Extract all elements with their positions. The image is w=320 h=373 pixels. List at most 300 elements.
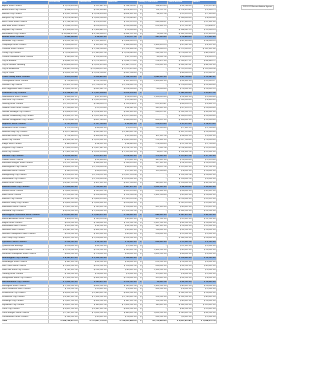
table-cell: 226,471.00 <box>142 60 167 64</box>
table-cell: $ 304,796,813.19 <box>48 319 78 323</box>
table-cell: $ 30,011.00 <box>78 316 107 320</box>
table-cell: $ 1,300,011.00 <box>78 52 107 56</box>
table-cell: $ 1,654,672.74 <box>192 319 216 323</box>
table-cell: Greater Bendigo City Council <box>2 111 48 115</box>
table-cell: $ 50,101.00 <box>167 276 192 280</box>
table-cell: $ 591,061.25 <box>78 130 107 134</box>
table-cell: $ 830,111.00 <box>48 217 78 221</box>
table-cell: $ 878,355.14 <box>107 8 137 12</box>
table-cell: Loddon Shire Council <box>2 158 48 162</box>
table-cell: $ 330,142.01 <box>167 64 192 68</box>
table-cell: $ 10,011.00 <box>192 201 216 205</box>
table-cell: $ 170,001.00 <box>78 253 107 257</box>
table-cell: $ <box>137 190 142 194</box>
table-cell: $ 60,001.00 <box>107 253 137 257</box>
table-cell: $ 414,004.00 <box>107 87 137 91</box>
table-cell: $ 253,394.88 <box>78 8 107 12</box>
table-cell: $ 170,010.00 <box>167 83 192 87</box>
table-cell: $ 5,001.00 <box>107 272 137 276</box>
table-cell: Golden Plains Shire Council <box>2 107 48 111</box>
table-cell: $ 2,000.00 <box>192 95 216 99</box>
table-cell: Alpine Shire Council <box>2 4 48 8</box>
table-cell: $ <box>137 319 142 323</box>
table-cell: $ 80,011.00 <box>107 268 137 272</box>
table-cell: 950,101.00 <box>142 316 167 320</box>
table-cell: 40,021.00 <box>142 166 167 170</box>
table-cell: $ 40,011.00 <box>107 233 137 237</box>
table-cell: $ <box>137 284 142 288</box>
table-cell: $ 2,001.00 <box>192 245 216 249</box>
table-cell: $ 11,001.00 <box>192 225 216 229</box>
table-cell: $ <box>137 56 142 60</box>
table-cell: $ 325,011.00 <box>78 44 107 48</box>
col-header: Residential <box>48 1 78 4</box>
table-cell: Towong Shire Council <box>2 272 48 276</box>
table-cell: $ 6,001.00 <box>167 272 192 276</box>
table-cell: $ 58,531.00 <box>78 142 107 146</box>
table-cell: $ 152,331.06 <box>192 48 216 52</box>
table-cell: $ 9,020.00 <box>107 127 137 131</box>
table-cell: $ 2,302,710.11 <box>107 64 137 68</box>
table-cell: $ 2,275,330.12 <box>78 60 107 64</box>
table-cell: $ <box>137 272 142 276</box>
table-cell: $ 80,011.00 <box>167 284 192 288</box>
table-cell: $ 20,001.00 <box>78 272 107 276</box>
col-header: Vacant <box>192 1 216 4</box>
table-cell: $ 1,600,100.00 <box>48 190 78 194</box>
table-cell: 1,042,021.00 <box>142 75 167 79</box>
table-cell: $ 60,011.00 <box>107 217 137 221</box>
table-cell: $ 15,001.00 <box>192 300 216 304</box>
table-cell: $ 3,441,000.00 <box>107 138 137 142</box>
table-cell: 501,302.00 <box>142 205 167 209</box>
table-cell: $ 15,110.00 <box>78 107 107 111</box>
table-cell: - <box>142 178 167 182</box>
table-cell: $ 2,300,011.00 <box>107 130 137 134</box>
table-cell: $ 15,034.10 <box>167 56 192 60</box>
table-cell: $ 301,011.00 <box>167 213 192 217</box>
table-cell: $ 1,000,101.00 <box>78 312 107 316</box>
table-cell: $ 10,001.00 <box>192 221 216 225</box>
table-cell: 158,819.30 <box>142 4 167 8</box>
table-cell: $ 420,001.00 <box>107 201 137 205</box>
table-cell: 151,111.52 <box>142 8 167 12</box>
table-cell: $ <box>137 229 142 233</box>
table-cell: $ <box>137 280 142 284</box>
table-cell: $ <box>137 130 142 134</box>
table-cell: $ 113,011.00 <box>167 154 192 158</box>
table-cell: $ 24,000.10 <box>192 40 216 44</box>
table-cell: Greater Dandenong City Council <box>2 115 48 119</box>
table-cell: $ 30,117.00 <box>107 36 137 40</box>
table-cell: $ 729,835.10 <box>48 79 78 83</box>
table-cell: $ 213,044.62 <box>107 16 137 20</box>
table-cell: $ 90,101.00 <box>78 225 107 229</box>
table-cell: $ 6,100,141.00 <box>48 138 78 142</box>
table-cell: Glenelg Shire Council <box>2 103 48 107</box>
table-cell: $ 150,101.00 <box>167 296 192 300</box>
table-cell: 610,011.00 <box>142 276 167 280</box>
table-cell: $ 8,001.00 <box>167 170 192 174</box>
table-cell: 650,001.00 <box>142 241 167 245</box>
table-cell: $ 501,100.00 <box>107 182 137 186</box>
table-cell: $ 8,011.00 <box>167 316 192 320</box>
table-cell: $ <box>137 201 142 205</box>
table-cell: $ 1,449,210.30 <box>48 24 78 28</box>
table-cell: $ 20,011.00 <box>78 288 107 292</box>
table-cell: $ 301,011.00 <box>107 300 137 304</box>
table-cell: $ 1,600,030.21 <box>48 44 78 48</box>
table-cell: $ 1,413,210.00 <box>78 150 107 154</box>
table-cell: Wyndham City Council <box>2 304 48 308</box>
table-cell: $ 50,001.00 <box>167 190 192 194</box>
reconciliation-note: 2011-12 Reconciliation figures <box>243 6 273 8</box>
table-cell: $ <box>137 142 142 146</box>
table-cell: $ 509,011.00 <box>48 56 78 60</box>
table-cell: $ 4,749,538.22 <box>78 32 107 36</box>
table-cell: $ 250,101.00 <box>78 268 107 272</box>
table-cell: $ 220,101.00 <box>78 249 107 253</box>
table-cell: $ 40,011.00 <box>167 249 192 253</box>
table-cell: Latrobe City Council <box>2 154 48 158</box>
table-cell: Macedon Ranges Shire Council <box>2 162 48 166</box>
table-cell: $ 40,101.00 <box>192 312 216 316</box>
table-cell: $ 700,001.00 <box>107 213 137 217</box>
table-cell: $ 200,011.00 <box>167 312 192 316</box>
table-cell: 1,300,101.00 <box>142 284 167 288</box>
table-cell: $ 12,400.00 <box>167 36 192 40</box>
table-cell: $ 500,101.00 <box>78 300 107 304</box>
table-cell: $ 40,101.00 <box>107 225 137 229</box>
table-cell: $ 20,001.00 <box>192 186 216 190</box>
table-cell: $ 5,800,100.00 <box>48 201 78 205</box>
table-cell: $ 300,101.00 <box>78 229 107 233</box>
table-cell: $ 10,031.00 <box>192 174 216 178</box>
table-cell: - <box>142 256 167 260</box>
total-row <box>2 319 216 323</box>
table-cell: $ <box>137 107 142 111</box>
table-cell: 430,012.01 <box>142 111 167 115</box>
table-cell: $ 33,001.00 <box>192 111 216 115</box>
table-cell: $ 130,110.00 <box>78 217 107 221</box>
table-cell: $ <box>137 64 142 68</box>
table-cell: $ 3,501,011.00 <box>48 229 78 233</box>
table-cell: $ 15,010.00 <box>192 162 216 166</box>
table-cell: $ <box>137 75 142 79</box>
table-cell: - <box>142 91 167 95</box>
table-cell: $ 900,011.00 <box>78 304 107 308</box>
table-cell: $ <box>137 162 142 166</box>
table-cell: - <box>142 237 167 241</box>
table-cell: $ 1,786,282.10 <box>48 20 78 24</box>
table-cell: $ 10,001.00 <box>192 229 216 233</box>
table-cell: $ 120,001.00 <box>167 182 192 186</box>
table-cell: $ 8,321.00 <box>192 44 216 48</box>
table-cell: $ <box>137 40 142 44</box>
table-cell: $ 25,000.00 <box>192 115 216 119</box>
table-cell: $ 7,500,214.00 <box>48 146 78 150</box>
table-cell: $ 5,406,013.01 <box>48 111 78 115</box>
table-cell: $ 9,800.11 <box>192 24 216 28</box>
table-cell: 30,001.00 <box>142 280 167 284</box>
table-cell: $ 145,300.00 <box>167 91 192 95</box>
table-cell: Whittlesea City Council <box>2 296 48 300</box>
table-cell: $ 1,114,996.00 <box>107 48 137 52</box>
table-cell: $ 207,100.00 <box>167 138 192 142</box>
table-cell: $ <box>137 217 142 221</box>
table-cell: $ 385,001.00 <box>78 162 107 166</box>
table-cell: $ <box>137 249 142 253</box>
table-cell: $ 101,223.00 <box>167 130 192 134</box>
table-cell: City of Yarra <box>2 71 48 75</box>
table-cell: $ 70,000.00 <box>192 138 216 142</box>
table-cell: - <box>142 245 167 249</box>
table-cell: $ 60,101.00 <box>78 260 107 264</box>
table-cell: $ 1,805,102.31 <box>48 87 78 91</box>
table-cell: $ 145,010.00 <box>107 162 137 166</box>
table-cell: Murrindindi Shire Council <box>2 225 48 229</box>
table-cell: Bass Coast Shire Council <box>2 20 48 24</box>
table-cell: $ 209,453.00 <box>78 75 107 79</box>
table-cell: 15,001.00 <box>142 32 167 36</box>
table-cell: $ 47,041.00 <box>167 44 192 48</box>
table-cell: $ 1,010.00 <box>192 158 216 162</box>
table-cell: $ 1,201,010.00 <box>78 99 107 103</box>
table-cell: $ 3,100,101.00 <box>78 256 107 260</box>
table-cell: $ 111,947.53 <box>78 4 107 8</box>
table-cell: Corangamite Shire Council <box>2 79 48 83</box>
table-cell: - <box>142 115 167 119</box>
table-cell: $ 163,103.00 <box>167 32 192 36</box>
table-cell: $ 11,001,001.00 <box>48 213 78 217</box>
table-cell: $ 41,700.00 <box>167 75 192 79</box>
table-cell: Port Phillip City Council <box>2 237 48 241</box>
table-cell: $ 5,221,011.00 <box>48 178 78 182</box>
table-cell: Mildura Rural City Council <box>2 186 48 190</box>
table-cell: $ 224,113.10 <box>107 20 137 24</box>
table-cell: $ 130,001.00 <box>78 221 107 225</box>
table-cell: Horsham Rural City Council <box>2 134 48 138</box>
table-cell: $ 4,901,101.00 <box>48 308 78 312</box>
table-cell: $ 110,001.00 <box>167 256 192 260</box>
table-cell: $ 112,000.00 <box>192 67 216 71</box>
table-cell: $ 2,904,003.14 <box>107 40 137 44</box>
table-cell: - <box>142 292 167 296</box>
table-cell: 2,501,101.00 <box>142 221 167 225</box>
table-cell: Darebin City Council <box>2 83 48 87</box>
table-cell: $ 140,101.00 <box>167 292 192 296</box>
table-cell: $ 3,551,109.00 <box>48 12 78 16</box>
table-cell: $ <box>137 245 142 249</box>
table-cell: $ 22,460,012.00 <box>78 67 107 71</box>
table-cell: $ 18,013.00 <box>192 123 216 127</box>
table-cell: $ 59,301.00 <box>167 79 192 83</box>
table-cell: $ 1,500,101.00 <box>48 280 78 284</box>
table-cell: $ 1,212,613.00 <box>107 67 137 71</box>
table-cell: $ 40,011.00 <box>192 264 216 268</box>
table-cell: 41,715,850.00 <box>142 319 167 323</box>
table-cell: $ <box>137 24 142 28</box>
table-cell: 300,011.00 <box>142 304 167 308</box>
table-cell: $ 10,001.00 <box>192 292 216 296</box>
table-cell: West Wimmera Shire Council <box>2 288 48 292</box>
table-cell: $ <box>137 225 142 229</box>
table-cell: $ 3,500.73 <box>192 8 216 12</box>
table-cell: $ 1,100,101.00 <box>48 276 78 280</box>
table-cell: $ 1,130,111.00 <box>78 174 107 178</box>
table-cell: $ 2,014,618.00 <box>78 12 107 16</box>
table-cell: $ 19,301.00 <box>167 95 192 99</box>
table-cell: $ 2,500,101.00 <box>48 264 78 268</box>
table-cell: $ 3,211,100.00 <box>48 162 78 166</box>
sheet-body <box>2 1 216 323</box>
table-cell: $ 120,001.00 <box>107 205 137 209</box>
table-cell: $ 11,420.16 <box>192 32 216 36</box>
table-cell: $ 56,001.00 <box>167 134 192 138</box>
table-cell: $ <box>137 182 142 186</box>
table-cell: $ 24,520.00 <box>167 162 192 166</box>
table-cell: 1,100,101.00 <box>142 268 167 272</box>
table-cell: $ 800,160.11 <box>48 142 78 146</box>
table-cell: City of Ballarat <box>2 60 48 64</box>
table-cell: $ 1,001.00 <box>192 316 216 320</box>
table-cell: 30,017.00 <box>142 150 167 154</box>
table-cell: $ 1,700,011.00 <box>107 296 137 300</box>
table-cell: $ 5,109,002.18 <box>48 28 78 32</box>
table-cell: $ 3,218,707.00 <box>107 146 137 150</box>
table-cell: $ <box>137 71 142 75</box>
table-cell: $ 4,883,221.30 <box>48 60 78 64</box>
table-cell: $ 113,011.00 <box>167 166 192 170</box>
table-cell: $ 1,115,003.00 <box>78 178 107 182</box>
table-cell: East Gippsland Shire Council <box>2 87 48 91</box>
table-cell: $ 66,460.72 <box>192 60 216 64</box>
table-cell: $ 23,011.00 <box>167 217 192 221</box>
table-cell: 450,001.00 <box>142 264 167 268</box>
table-cell: $ 176,819.44 <box>167 8 192 12</box>
table-cell: $ 214,403.00 <box>167 146 192 150</box>
table-cell: $ 815,115.00 <box>48 75 78 79</box>
table-cell: $ 1,401,101.00 <box>48 300 78 304</box>
table-cell: - <box>142 197 167 201</box>
table-cell: $ <box>137 95 142 99</box>
table-cell: $ 15,002.10 <box>192 87 216 91</box>
table-cell: 493,008.31 <box>142 20 167 24</box>
table-cell: $ 1,110,742.11 <box>48 103 78 107</box>
table-cell: $ 8,301,011.00 <box>48 256 78 260</box>
table-cell: $ 10,011.00 <box>192 308 216 312</box>
table-cell: $ <box>137 87 142 91</box>
table-cell: $ 215,103.00 <box>78 79 107 83</box>
table-cell: $ 11,003.17 <box>192 79 216 83</box>
table-cell: $ 400,101.00 <box>78 284 107 288</box>
table-cell: $ 707,012.10 <box>48 123 78 127</box>
table-cell: $ 10,903,003.24 <box>48 64 78 68</box>
table-cell: Nillumbik Shire Council <box>2 229 48 233</box>
table-cell: $ <box>137 60 142 64</box>
table-cell: $ 10,001.00 <box>107 316 137 320</box>
table-cell: $ 480,000.00 <box>107 119 137 123</box>
table-cell: $ 1,136,294.00 <box>78 48 107 52</box>
table-cell: $ 50,101.00 <box>167 229 192 233</box>
table-cell: South Gippsland Shire Council <box>2 249 48 253</box>
table-cell: $ 5,001.00 <box>192 178 216 182</box>
table-cell: $ 1,921,401.00 <box>78 115 107 119</box>
table-cell: $ 60,011.00 <box>192 296 216 300</box>
table-cell: $ <box>137 288 142 292</box>
table-cell: $ 962,108.00 <box>107 71 137 75</box>
table-cell: $ 51,110.00 <box>107 56 137 60</box>
table-cell: $ <box>137 213 142 217</box>
table-cell: $ 53,011.00 <box>167 193 192 197</box>
table-cell: $ 30,001.00 <box>107 260 137 264</box>
table-cell: $ 20,300.00 <box>192 83 216 87</box>
table-cell: $ 86,200.11 <box>192 52 216 56</box>
table-cell: Mornington Peninsula Shire Council <box>2 213 48 217</box>
table-cell: $ 6,398,417.14 <box>48 91 78 95</box>
table-cell: $ 15,000.00 <box>107 28 137 32</box>
table-cell: $ <box>137 123 142 127</box>
table-cell: Wodonga City Council <box>2 300 48 304</box>
table-cell: Pyrenees Shire Council <box>2 241 48 245</box>
table-cell: $ 110,101.00 <box>48 288 78 292</box>
table-cell: $ 75,001.00 <box>167 87 192 91</box>
table-cell: Queenscliffe Borough <box>2 245 48 249</box>
table-cell: $ 91,000.00 <box>107 134 137 138</box>
table-cell: $ 500,011.00 <box>78 280 107 284</box>
table-cell: 1,100,003.00 <box>142 95 167 99</box>
table-cell: $ 130,011.00 <box>107 249 137 253</box>
table-cell: $ <box>137 115 142 119</box>
table-cell: $ 101,001.00 <box>78 233 107 237</box>
table-cell: 68,521.00 <box>142 12 167 16</box>
table-cell: $ 160,101.00 <box>167 304 192 308</box>
table-cell: $ 12,000.14 <box>192 28 216 32</box>
table-cell: $ 20,311.00 <box>192 205 216 209</box>
table-cell: $ 10,011.00 <box>107 158 137 162</box>
table-cell: $ 22,101.00 <box>167 142 192 146</box>
table-cell: $ <box>137 221 142 225</box>
table-cell: $ 13,001.00 <box>167 225 192 229</box>
table-cell: 1,305,100.00 <box>142 193 167 197</box>
table-cell: $ <box>137 292 142 296</box>
table-cell: $ 210,101.00 <box>107 280 137 284</box>
table-cell: $ 11,001.00 <box>167 241 192 245</box>
table-cell: $ 25,001.00 <box>107 123 137 127</box>
table-cell: $ 56,001.00 <box>78 36 107 40</box>
table-cell: $ 201,010.00 <box>107 190 137 194</box>
table-cell: $ 615,011.00 <box>78 154 107 158</box>
table-cell: $ 2,130,110.00 <box>107 197 137 201</box>
table-cell: 373,001.00 <box>142 154 167 158</box>
col-header: LGA <box>2 1 48 4</box>
table-cell: $ 5,401,011.00 <box>48 296 78 300</box>
table-cell: $ <box>137 138 142 142</box>
table-cell: Stonnington City Council <box>2 256 48 260</box>
table-cell: $ 114,301.00 <box>167 150 192 154</box>
table-cell: $ <box>137 174 142 178</box>
table-cell: $ 4,203,141.20 <box>48 40 78 44</box>
table-cell: $ 1,015,001.00 <box>107 178 137 182</box>
table-cell: City of Melbourne <box>2 67 48 71</box>
table-cell: 1,300,101.00 <box>142 249 167 253</box>
table-cell: 310,101.00 <box>142 296 167 300</box>
table-cell: $ 410,101.00 <box>78 264 107 268</box>
table-cell: $ 900,101.00 <box>107 292 137 296</box>
table-cell: $ 32,101.00 <box>192 166 216 170</box>
table-cell: $ 61,310.00 <box>78 95 107 99</box>
table-cell: $ <box>137 119 142 123</box>
